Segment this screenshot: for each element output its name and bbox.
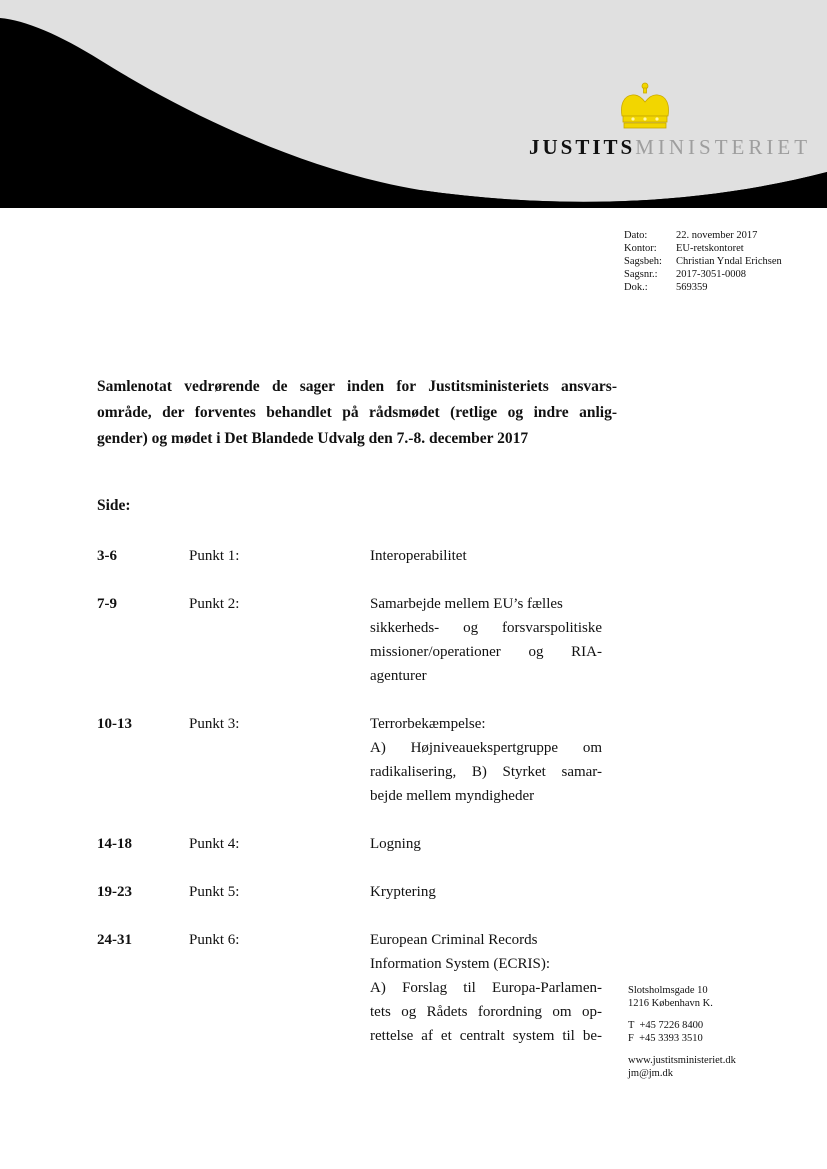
title-line: gender) og mødet i Det Blandede Udvalg den 7.-8. december 2017 xyxy=(97,430,529,447)
topic-line: missioner/operationer og RIA- xyxy=(370,644,602,660)
agenda-pages: 24-31 xyxy=(97,932,132,948)
meta-value: EU-retskontoret xyxy=(676,243,744,254)
agenda-pages: 19-23 xyxy=(97,884,132,900)
agenda-punkt: Punkt 5: xyxy=(189,884,240,900)
agenda-item-4 xyxy=(97,832,607,856)
meta-label: Kontor: xyxy=(624,243,657,254)
topic-line: Kryptering xyxy=(370,884,436,900)
title-line: Samlenotat vedrørende de sager inden for Justitsministeriets ansvars- xyxy=(97,378,617,395)
meta-label: Sagsnr.: xyxy=(624,269,658,280)
topic-line: Information System (ECRIS): xyxy=(370,956,550,972)
agenda-pages: 10-13 xyxy=(97,716,132,732)
logo-light-text: MINISTERIET xyxy=(635,135,812,159)
topic-line: European Criminal Records xyxy=(370,932,538,948)
agenda-topic xyxy=(370,592,602,688)
agenda-punkt: Punkt 1: xyxy=(189,548,240,564)
agenda-pages: 3-6 xyxy=(97,548,117,564)
topic-line: Terrorbekæmpelse: xyxy=(370,716,486,732)
meta-row-caseworker xyxy=(624,255,782,268)
document-title xyxy=(97,374,617,452)
agenda-punkt: Punkt 3: xyxy=(189,716,240,732)
agenda-punkt: Punkt 6: xyxy=(189,932,240,948)
topic-line: agenturer xyxy=(370,668,427,684)
meta-label: Sagsbeh: xyxy=(624,256,662,267)
topic-line: Samarbejde mellem EU’s fælles xyxy=(370,596,563,612)
side-label: Side: xyxy=(97,497,131,514)
meta-value: Christian Yndal Erichsen xyxy=(676,256,782,267)
agenda-punkt: Punkt 4: xyxy=(189,836,240,852)
topic-line: A) Forslag til Europa-Parlamen- xyxy=(370,980,602,996)
agenda-topic xyxy=(370,832,602,856)
meta-row-date xyxy=(624,229,782,242)
ministry-logo xyxy=(529,135,811,159)
topic-line: bejde mellem myndigheder xyxy=(370,788,535,804)
topic-line: radikalisering, B) Styrket samar- xyxy=(370,764,602,780)
agenda-pages: 7-9 xyxy=(97,596,117,612)
topic-line: Logning xyxy=(370,836,421,852)
header-wave-graphic xyxy=(0,0,827,208)
agenda-topic xyxy=(370,880,602,904)
agenda-list xyxy=(97,544,607,1048)
logo-strong-text: JUSTITS xyxy=(529,135,636,159)
agenda-topic xyxy=(370,928,602,1048)
title-line: område, der forventes behandlet på rådsmødet (retlige og indre anlig- xyxy=(97,404,617,421)
meta-value: 2017-3051-0008 xyxy=(676,269,746,280)
topic-line: tets og Rådets forordning om op- xyxy=(370,1004,602,1020)
footer-address xyxy=(628,985,736,1080)
meta-label: Dok.: xyxy=(624,282,648,293)
topic-line: rettelse af et centralt system til be- xyxy=(370,1028,602,1044)
website-link[interactable]: www.justitsministeriet.dk xyxy=(628,1055,736,1066)
email-link[interactable]: jm@jm.dk xyxy=(628,1067,673,1079)
address-city: 1216 København K. xyxy=(628,997,713,1009)
address-street: Slotsholmsgade 10 xyxy=(628,985,708,996)
fax-number: F +45 3393 3510 xyxy=(628,1032,703,1044)
agenda-punkt: Punkt 2: xyxy=(189,596,240,612)
agenda-topic xyxy=(370,544,602,568)
agenda-item-5 xyxy=(97,880,607,904)
topic-line: Interoperabilitet xyxy=(370,548,467,564)
meta-label: Dato: xyxy=(624,230,648,241)
meta-value: 22. november 2017 xyxy=(676,230,758,241)
phone-number: T +45 7226 8400 xyxy=(628,1020,704,1031)
agenda-pages: 14-18 xyxy=(97,836,132,852)
topic-line: sikkerheds- og forsvarspolitiske xyxy=(370,620,602,636)
agenda-item-2 xyxy=(97,592,607,688)
crown-icon xyxy=(618,82,672,130)
document-meta xyxy=(624,229,782,294)
agenda-item-6 xyxy=(97,928,607,1048)
meta-row-office xyxy=(624,242,782,255)
agenda-item-1 xyxy=(97,544,607,568)
meta-row-case-number xyxy=(624,268,782,281)
meta-value: 569359 xyxy=(676,282,708,293)
agenda-item-3 xyxy=(97,712,607,808)
agenda-topic xyxy=(370,712,602,808)
meta-row-doc-number xyxy=(624,281,782,294)
topic-line: A) Højniveauekspertgruppe om xyxy=(370,740,602,756)
